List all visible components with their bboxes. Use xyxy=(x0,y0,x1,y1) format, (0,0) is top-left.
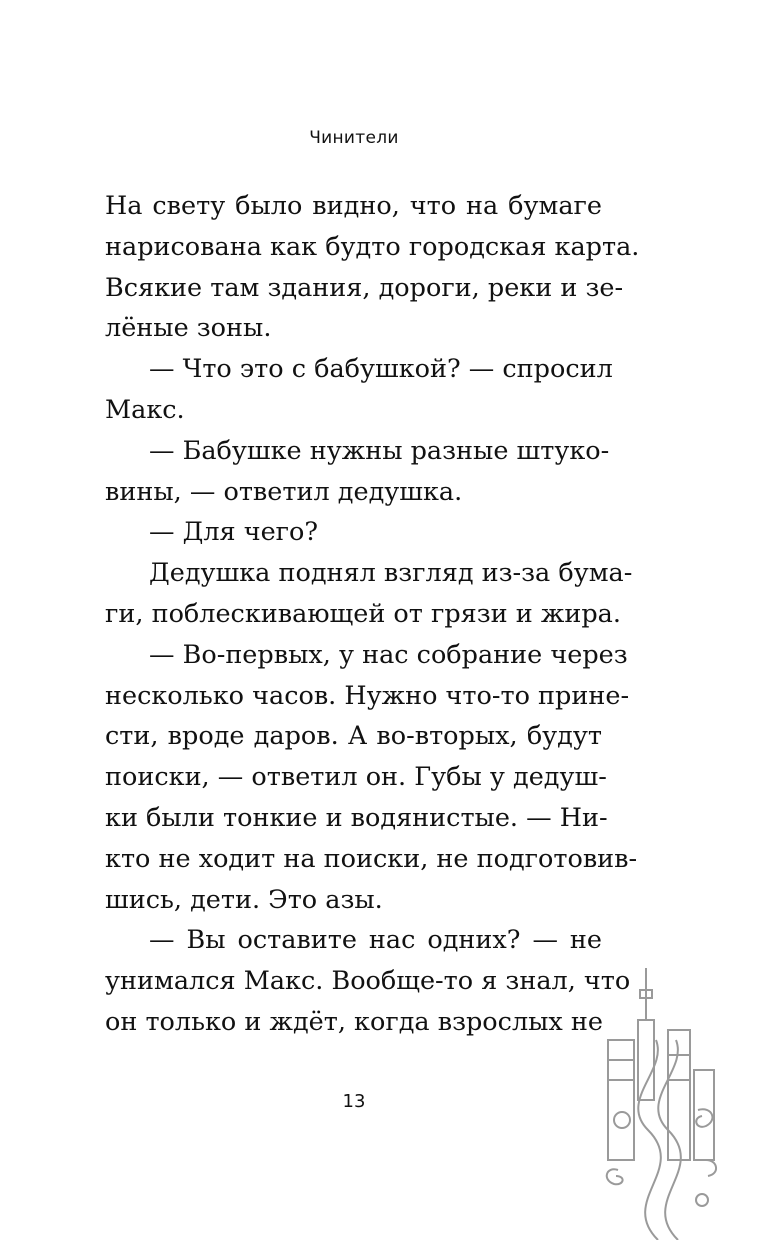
text-line: вины, — ответил дедушка. xyxy=(105,476,463,507)
running-title: Чинители xyxy=(309,128,399,148)
text-line: кто не ходит на поиски, не подготовив- xyxy=(105,843,638,874)
text-line: — Что это с бабушкой? — спросил xyxy=(149,354,613,385)
text-line: сти, вроде даров. А во-вторых, будут xyxy=(105,721,602,752)
text-line: — Вы оставите нас одних? — не xyxy=(149,925,602,956)
text-line: На свету было видно, что на бумаге xyxy=(105,191,602,221)
text-line: он только и ждёт, когда взрослых не xyxy=(105,1006,604,1037)
text-line: шись, дети. Это азы. xyxy=(105,884,383,915)
text-line: лёные зоны. xyxy=(105,313,272,344)
text-line: Всякие там здания, дороги, реки и зе- xyxy=(105,272,624,303)
text-line: — Для чего? xyxy=(149,517,319,548)
text-line: поиски, — ответил он. Губы у дедуш- xyxy=(105,762,607,793)
text-line: — Во-первых, у нас собрание через xyxy=(149,639,628,670)
text-line: ки были тонкие и водянистые. — Ни- xyxy=(105,802,608,833)
body-text xyxy=(105,186,640,1043)
page-number: 13 xyxy=(342,1091,366,1112)
text-line: унимался Макс. Вообще-то я знал, что xyxy=(105,966,631,997)
text-line: Дедушка поднял взгляд из-за бума- xyxy=(149,558,633,589)
text-line: несколько часов. Нужно что-то прине- xyxy=(105,680,630,711)
text-line: — Бабушке нужны разные штуко- xyxy=(149,435,610,466)
city-ornament-icon xyxy=(598,960,728,1240)
text-line: нарисована как будто городская карта. xyxy=(105,231,640,262)
text-line: Макс. xyxy=(105,394,185,425)
text-line: ги, поблескивающей от грязи и жира. xyxy=(105,598,621,629)
